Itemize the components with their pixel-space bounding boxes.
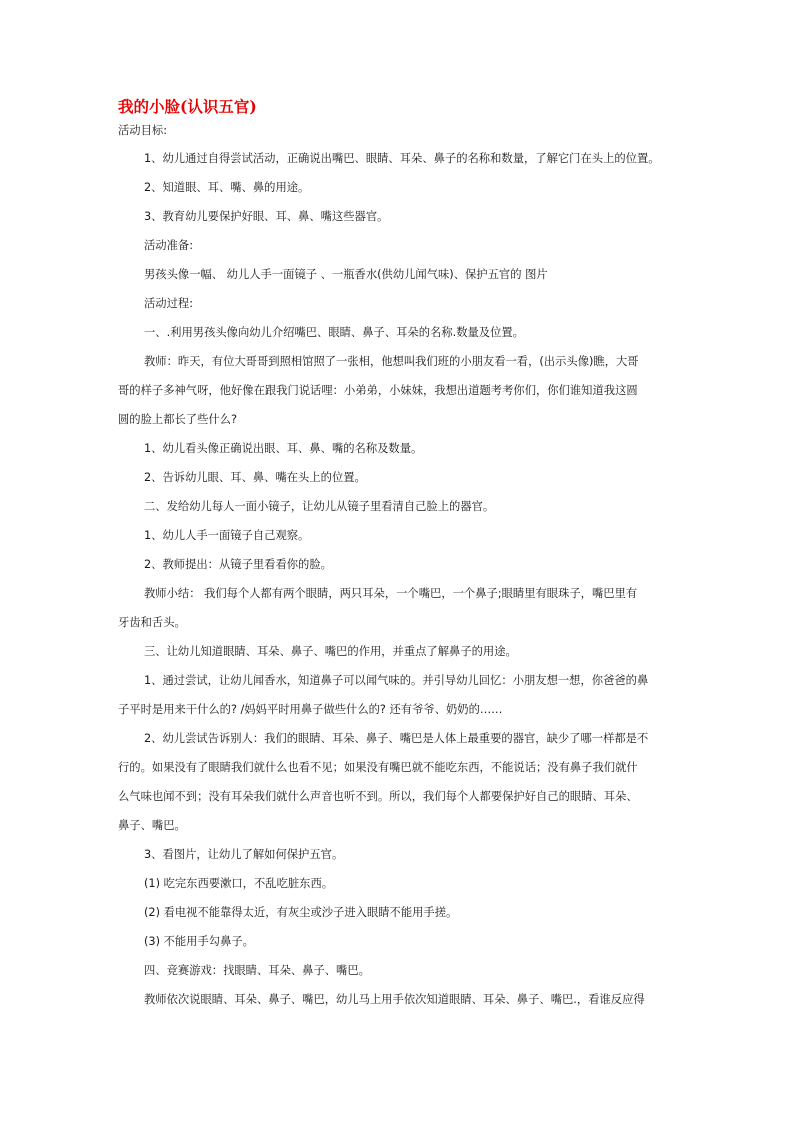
text-line: 活动准备: xyxy=(144,239,193,252)
text-line: 么气味也闻不到；没有耳朵我们就什么声音也听不到。所以，我们每个人都要保护好自己的眼睛、耳朵、 xyxy=(118,790,638,803)
text-line: 1、幼儿通过自得尝试活动，正确说出嘴巴、眼睛、耳朵、鼻子的名称和数量，了解它门在头上的位置。 xyxy=(144,152,660,165)
text-line: 2、告诉幼儿眼、耳、鼻、嘴在头上的位置。 xyxy=(144,471,366,484)
text-line: 教师依次说眼睛、耳朵、鼻子、嘴巴，幼儿马上用手依次知道眼睛、耳朵、鼻子、嘴巴.，看谁反应得 xyxy=(144,993,645,1006)
text-line: 3、教育幼儿要保护好眼、耳、鼻、嘴这些器官。 xyxy=(144,210,389,223)
document-body xyxy=(118,118,678,1014)
text-line: 2、幼儿尝试告诉别人：我们的眼睛、耳朵、鼻子、嘴巴是人体上最重要的器官，缺少了哪一样都是不 xyxy=(144,732,649,745)
text-line: 三、让幼儿知道眼睛、耳朵、鼻子、嘴巴的作用，并重点了解鼻子的用途。 xyxy=(144,645,517,658)
text-line: 活动目标: xyxy=(118,124,167,137)
text-line: 鼻子、嘴巴。 xyxy=(118,819,186,832)
text-line: 圆的脸上都长了些什么? xyxy=(118,413,237,426)
text-line: 哥的样子多神气呀，他好像在跟我门说话哩：小弟弟，小妹妹，我想出道题考考你们，你们谁知道我这圆 xyxy=(118,384,638,397)
text-line: 教师：昨天，有位大哥哥到照相馆照了一张相，他想叫我们班的小朋友看一看，(出示头像)瞧，大哥 xyxy=(144,355,639,368)
text-line: 1、通过尝试，让幼儿闻香水，知道鼻子可以闻气味的。并引导幼儿回忆：小朋友想一想，你爸爸的鼻 xyxy=(144,674,649,687)
document-title: 我的小脸(认识五官) xyxy=(118,97,257,116)
text-line: (2) 看电视不能靠得太近，有灰尘或沙子进入眼睛不能用手搓。 xyxy=(144,906,458,919)
text-line: 男孩头像一幅、 幼儿人手一面镜子 、一瓶香水(供幼儿闻气味)、保护五官的 图片 xyxy=(144,268,548,281)
document-content xyxy=(118,96,678,1014)
text-line: 活动过程: xyxy=(144,297,193,310)
text-line: (1) 吃完东西要漱口，不乱吃脏东西。 xyxy=(144,877,334,890)
text-line: 行的。如果没有了眼睛我们就什么也看不见；如果没有嘴巴就不能吃东西，不能说话；没有鼻子我们就什 xyxy=(118,761,638,774)
text-line: 二、发给幼儿每人一面小镜子，让幼儿从镜子里看清自己脸上的器官。 xyxy=(144,500,495,513)
text-line: (3) 不能用手勾鼻子。 xyxy=(144,935,254,948)
text-line: 子平时是用来干什么的? /妈妈平时用鼻子做些什么的? 还有爷爷、奶奶的…… xyxy=(118,703,503,716)
text-line: 四、竞赛游戏：找眼睛、耳朵、鼻子、嘴巴。 xyxy=(144,964,370,977)
text-line: 2、教师提出：从镜子里看看你的脸。 xyxy=(144,558,332,571)
text-line: 2、知道眼、耳、嘴、鼻的用途。 xyxy=(144,181,310,194)
text-line: 教师小结： 我们每个人都有两个眼睛，两只耳朵，一个嘴巴，一个鼻子;眼睛里有眼珠子，嘴巴里有 xyxy=(144,587,638,600)
text-line: 1、幼儿人手一面镜子自己观察。 xyxy=(144,529,310,542)
text-line: 1、幼儿看头像正确说出眼、耳、鼻、嘴的名称及数量。 xyxy=(144,442,423,455)
text-line: 3、看图片，让幼儿了解如何保护五官。 xyxy=(144,848,344,861)
text-line: 一、.利用男孩头像向幼儿介绍嘴巴、眼睛、鼻子、耳朵的名称.数量及位置。 xyxy=(144,326,524,339)
text-line: 牙齿和舌头。 xyxy=(118,616,186,629)
